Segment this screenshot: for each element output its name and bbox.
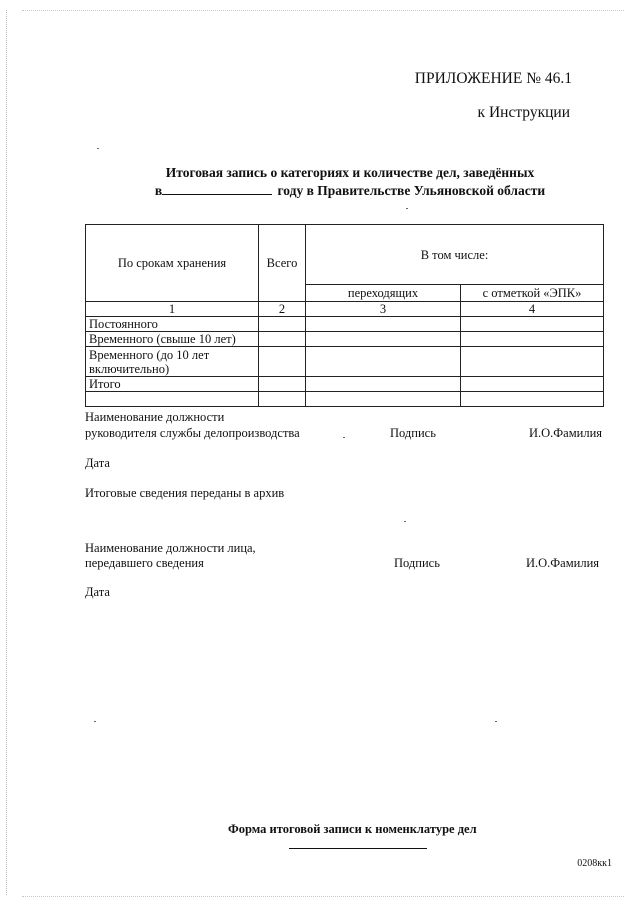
row-label: Постоянного bbox=[86, 317, 259, 332]
column-number: 1 bbox=[86, 302, 259, 317]
footer-underline bbox=[289, 848, 427, 849]
column-number: 4 bbox=[461, 302, 604, 317]
row-label: Итого bbox=[86, 377, 259, 392]
transferred-cell[interactable] bbox=[306, 377, 461, 392]
header-storage-period: По срокам хранения bbox=[86, 225, 259, 302]
table-row bbox=[86, 392, 604, 407]
document-code: 0208кк1 bbox=[577, 858, 612, 869]
header-total: Всего bbox=[259, 225, 306, 302]
epk-cell[interactable] bbox=[461, 377, 604, 392]
position-title-line1: Наименование должности bbox=[85, 410, 225, 424]
epk-cell[interactable] bbox=[461, 332, 604, 347]
position-title-line2: передавшего сведения bbox=[85, 556, 204, 570]
appendix-subtitle: к Инструкции bbox=[477, 104, 570, 121]
position-title-line2: руководителя службы делопроизводства bbox=[85, 426, 300, 440]
archive-note: Итоговые сведения переданы в архив bbox=[85, 486, 285, 500]
table-row bbox=[86, 317, 604, 332]
column-number-row bbox=[86, 302, 604, 317]
transferred-cell[interactable] bbox=[306, 392, 461, 407]
epk-cell[interactable] bbox=[461, 317, 604, 332]
header-transferred: переходящих bbox=[306, 285, 461, 302]
form-heading-line1: Итоговая запись о категориях и количестве дел, заведённых bbox=[165, 165, 535, 180]
header-epk: с отметкой «ЭПК» bbox=[461, 285, 604, 302]
epk-cell[interactable] bbox=[461, 392, 604, 407]
appendix-title: ПРИЛОЖЕНИЕ № 46.1 bbox=[414, 70, 572, 87]
heading-suffix: году в Правительстве Ульяновской области bbox=[277, 183, 546, 198]
total-cell[interactable] bbox=[259, 317, 306, 332]
scan-speck bbox=[495, 721, 497, 722]
column-number: 3 bbox=[306, 302, 461, 317]
transferred-cell[interactable] bbox=[306, 347, 461, 377]
records-table bbox=[85, 224, 604, 407]
row-label: Временного (до 10 лет включительно) bbox=[86, 347, 259, 377]
date-label: Дата bbox=[85, 585, 110, 599]
scan-speck bbox=[343, 437, 345, 438]
position-title-line1: Наименование должности лица, bbox=[85, 541, 256, 555]
scan-speck bbox=[94, 721, 96, 722]
transferred-cell[interactable] bbox=[306, 332, 461, 347]
table-row bbox=[86, 347, 604, 377]
scan-edge-bottom bbox=[22, 896, 624, 897]
name-label: И.О.Фамилия bbox=[529, 426, 603, 440]
total-cell[interactable] bbox=[259, 347, 306, 377]
year-blank-field[interactable] bbox=[162, 182, 272, 195]
column-number: 2 bbox=[259, 302, 306, 317]
scan-edge-top bbox=[22, 10, 624, 11]
form-heading-line2 bbox=[30, 182, 640, 199]
epk-cell[interactable] bbox=[461, 347, 604, 377]
total-cell[interactable] bbox=[259, 332, 306, 347]
signature-label: Подпись bbox=[390, 426, 436, 440]
table-row bbox=[86, 377, 604, 392]
signature-label: Подпись bbox=[394, 556, 440, 570]
date-label: Дата bbox=[85, 456, 110, 470]
table-row bbox=[86, 332, 604, 347]
heading-prefix: в bbox=[154, 183, 163, 198]
row-label bbox=[86, 392, 259, 407]
scan-edge-left bbox=[6, 10, 7, 895]
total-cell[interactable] bbox=[259, 377, 306, 392]
scan-speck bbox=[404, 521, 406, 522]
form-footer-title: Форма итоговой записи к номенклатуре дел bbox=[228, 822, 477, 836]
transferred-cell[interactable] bbox=[306, 317, 461, 332]
name-label: И.О.Фамилия bbox=[526, 556, 600, 570]
header-including: В том числе: bbox=[306, 225, 604, 285]
total-cell[interactable] bbox=[259, 392, 306, 407]
scan-speck bbox=[406, 208, 408, 209]
row-label: Временного (свыше 10 лет) bbox=[86, 332, 259, 347]
scan-speck bbox=[97, 148, 99, 149]
